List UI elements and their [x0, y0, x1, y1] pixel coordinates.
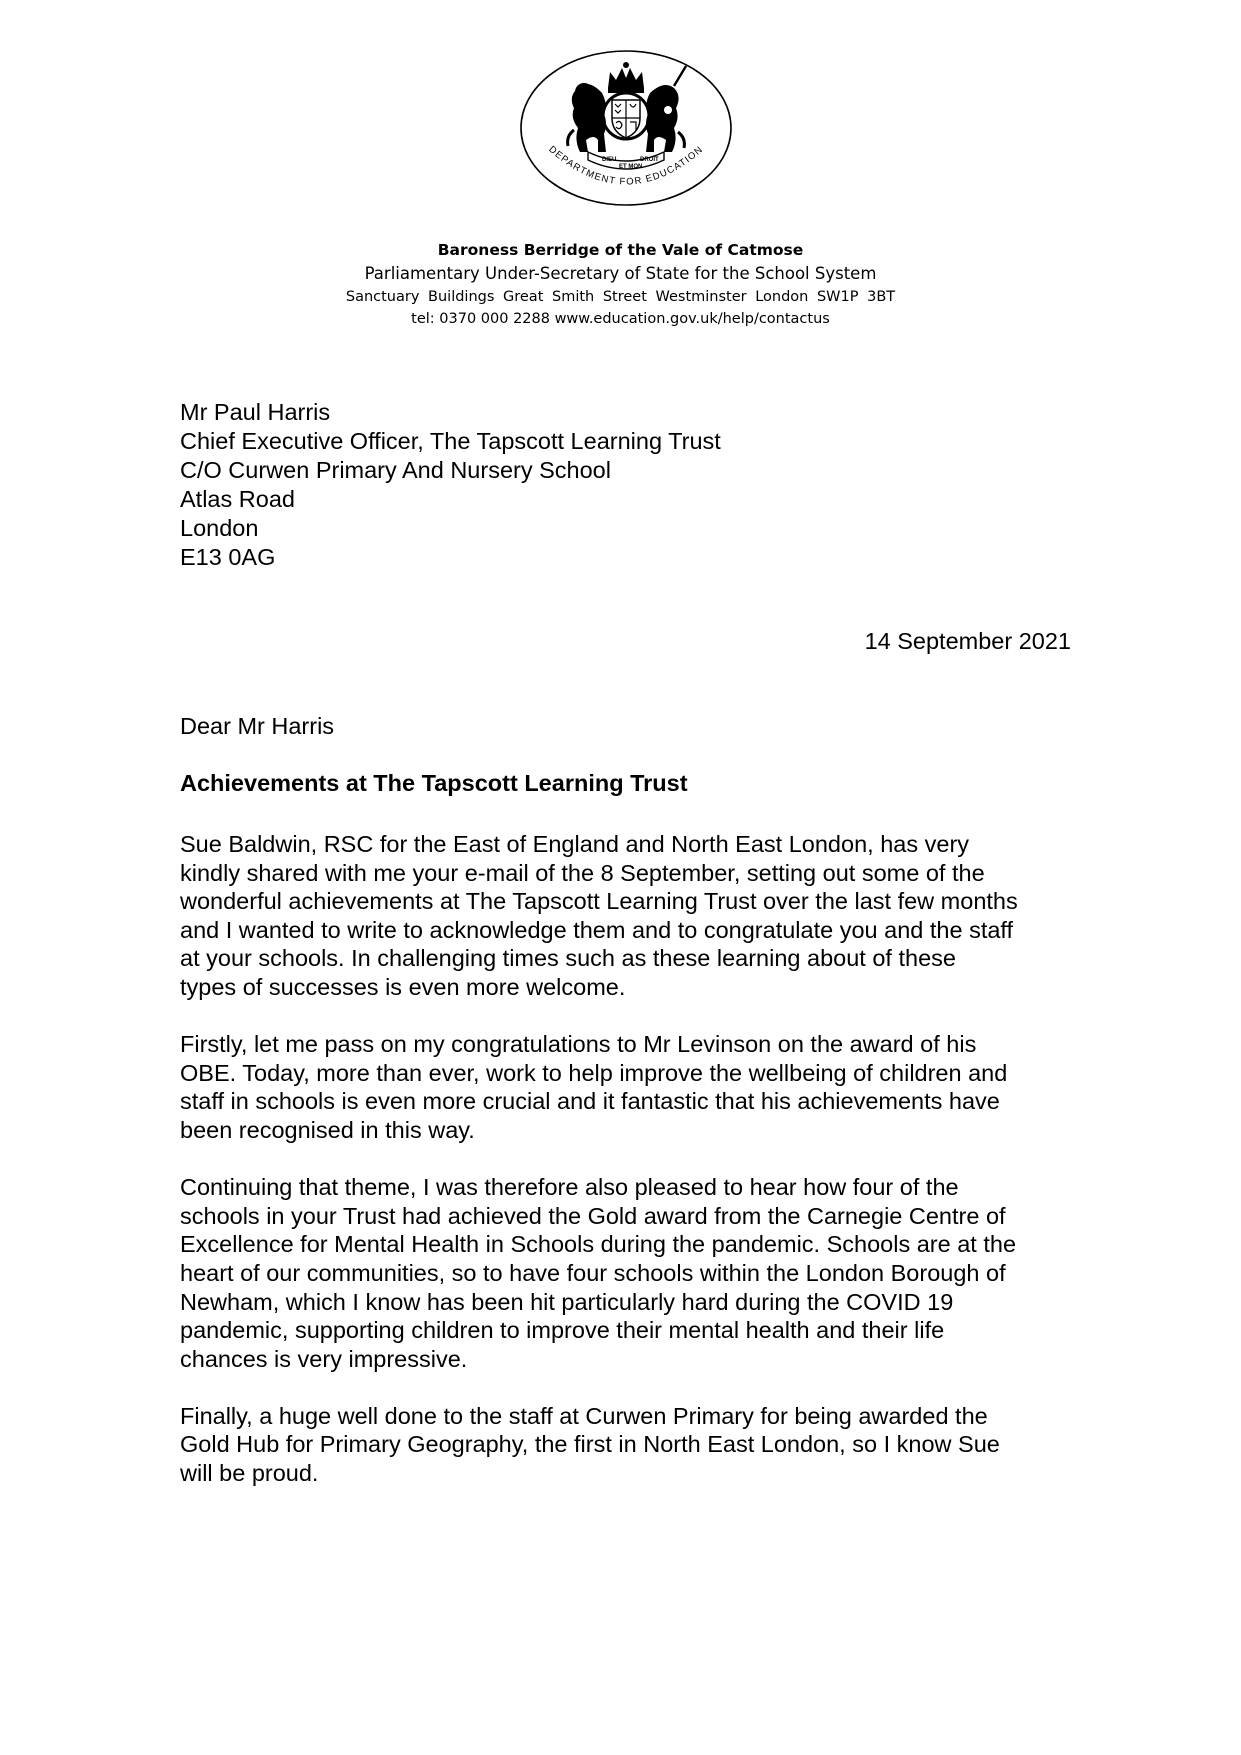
letter-subject: Achievements at The Tapscott Learning Trust: [180, 770, 688, 796]
recipient-address-line: Atlas Road: [180, 486, 295, 512]
letter-date: 14 September 2021: [864, 628, 1071, 654]
body-paragraph: [180, 1173, 1070, 1373]
unicorn-supporter-icon: [646, 66, 686, 152]
recipient-postcode: E13 0AG: [180, 544, 276, 570]
body-line: types of successes is even more welcome.: [180, 973, 626, 1000]
body-line: Firstly, let me pass on my congratulations to Mr Levinson on the award of his: [180, 1031, 977, 1058]
department-for-education-crest: [518, 48, 734, 208]
body-paragraph: [180, 1030, 1070, 1144]
sender-role: Parliamentary Under-Secretary of State for the School System: [364, 264, 877, 283]
body-line: OBE. Today, more than ever, work to help improve the wellbeing of children and: [180, 1059, 1008, 1086]
crown-icon: [608, 62, 644, 93]
body-line: at your schools. In challenging times such as these learning about of these: [180, 945, 956, 972]
body-line: pandemic, supporting children to improve their mental health and their life: [180, 1317, 945, 1344]
body-line: will be proud.: [180, 1460, 319, 1487]
body-line: heart of our communities, so to have four schools within the London Borough of: [180, 1259, 1006, 1286]
motto-text-right: DROIT: [640, 157, 659, 163]
recipient-address: [180, 398, 721, 572]
motto-text-left: DIEU: [602, 157, 617, 163]
crest-department-name: DEPARTMENT FOR EDUCATION: [546, 143, 706, 188]
body-line: been recognised in this way.: [180, 1116, 475, 1143]
body-line: Sue Baldwin, RSC for the East of England and North East London, has very: [180, 831, 970, 857]
body-line: wonderful achievements at The Tapscott Learning Trust over the last few months: [180, 888, 1018, 915]
lion-supporter-icon: [568, 83, 606, 152]
recipient-title: Chief Executive Officer, The Tapscott Learning Trust: [180, 428, 721, 454]
motto-ribbon: [588, 152, 664, 170]
body-line: staff in schools is even more crucial and it fantastic that his achievements have: [180, 1088, 1000, 1115]
body-line: schools in your Trust had achieved the Gold award from the Carnegie Centre of: [180, 1202, 1006, 1229]
body-line: Gold Hub for Primary Geography, the first in North East London, so I know Sue: [180, 1431, 1000, 1458]
body-paragraph: [180, 1402, 1070, 1488]
body-line: Newham, which I know has been hit particularly hard during the COVID 19: [180, 1288, 954, 1315]
letter-body: [180, 830, 1070, 1516]
recipient-address-line: C/O Curwen Primary And Nursery School: [180, 457, 611, 483]
recipient-address-line: London: [180, 515, 259, 541]
sender-contact: tel: 0370 000 2288 www.education.gov.uk/help/contactus: [411, 311, 830, 327]
body-line: kindly shared with me your e-mail of the 8 September, setting out some of the: [180, 859, 985, 886]
motto-text-middle: ET MON: [619, 164, 643, 170]
salutation: Dear Mr Harris: [180, 713, 335, 739]
body-line: Finally, a huge well done to the staff at Curwen Primary for being awarded the: [180, 1402, 988, 1429]
body-line: Excellence for Mental Health in Schools during the pandemic. Schools are at the: [180, 1231, 1017, 1258]
body-line: chances is very impressive.: [180, 1345, 468, 1372]
body-line: Continuing that theme, I was therefore also pleased to hear how four of the: [180, 1174, 959, 1201]
sender-name: Baroness Berridge of the Vale of Catmose: [437, 241, 804, 259]
sender-address: Sanctuary Buildings Great Smith Street Westminster London SW1P 3BT: [345, 289, 896, 305]
royal-shield-icon: [603, 93, 649, 139]
letterhead: [0, 238, 1241, 330]
recipient-name: Mr Paul Harris: [180, 399, 331, 425]
body-line: and I wanted to write to acknowledge them and to congratulate you and the staff: [180, 916, 1014, 943]
body-paragraph: [180, 830, 1070, 1002]
